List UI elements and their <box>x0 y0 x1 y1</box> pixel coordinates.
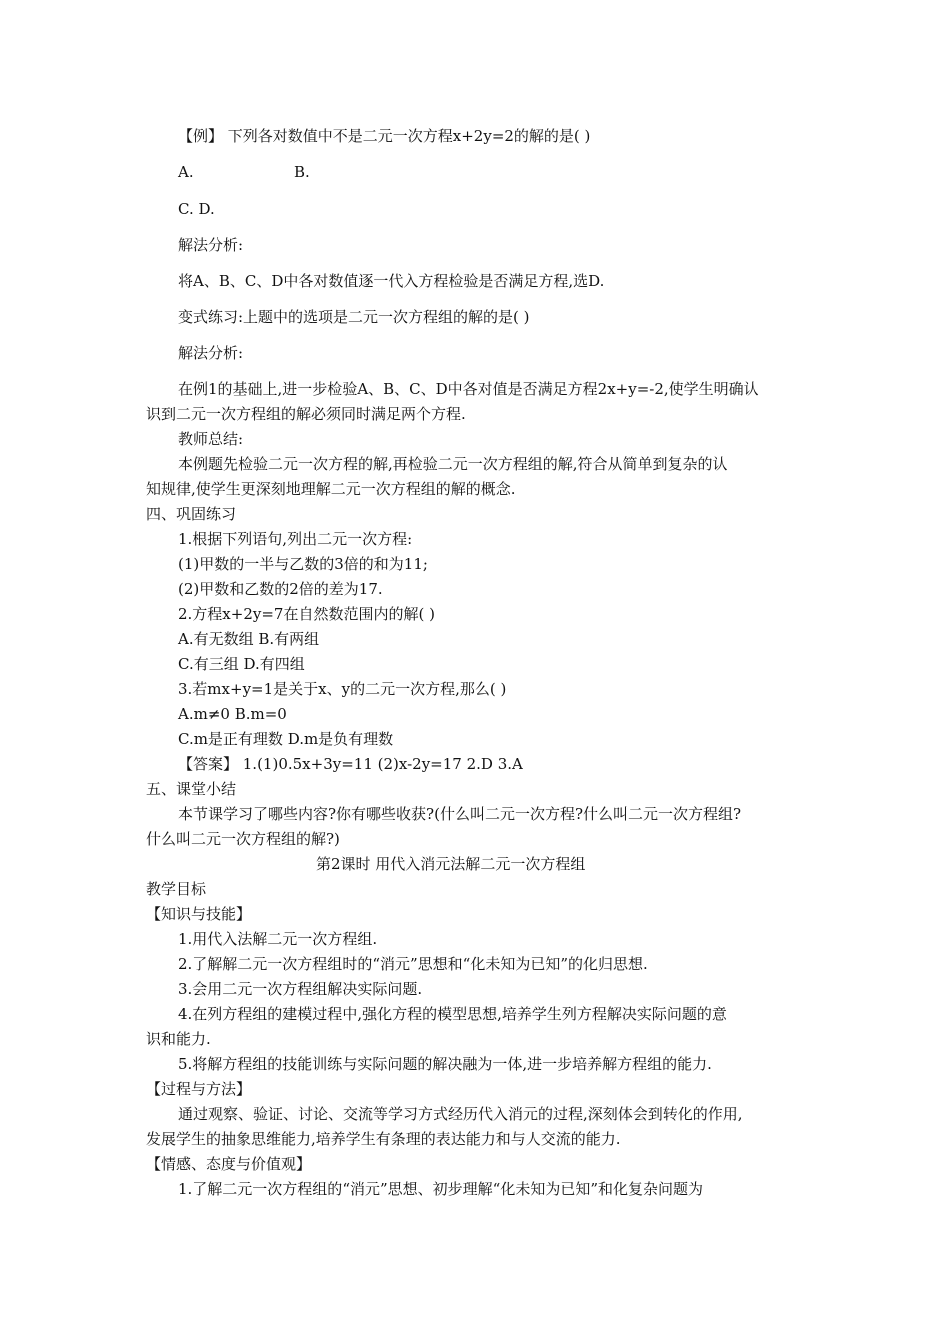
analysis-text: 将A、B、C、D中各对数值逐一代入方程检验是否满足方程,选D. <box>178 272 605 290</box>
goal-item: 3.会用二元一次方程组解决实际问题. <box>178 980 423 998</box>
exercise-options: C.m是正有理数 D.m是负有理数 <box>178 730 394 748</box>
exercise-options: A.m≠0 B.m=0 <box>178 705 287 723</box>
exercise-options: A.有无数组 B.有两组 <box>178 630 320 648</box>
exercise-item: 3.若mx+y=1是关于x、y的二元一次方程,那么( ) <box>178 680 507 698</box>
process-text: 发展学生的抽象思维能力,培养学生有条理的表达能力和与人交流的能力. <box>146 1130 621 1148</box>
analysis-label: 解法分析: <box>178 344 244 362</box>
exercise-options: C.有三组 D.有四组 <box>178 655 305 673</box>
goal-item: 识和能力. <box>146 1030 211 1048</box>
subsection-label: 【情感、态度与价值观】 <box>146 1155 312 1173</box>
goal-item: 4.在列方程组的建模过程中,强化方程的模型思想,培养学生列方程解决实际问题的意 <box>178 1005 727 1023</box>
section-heading: 四、巩固练习 <box>146 505 237 523</box>
analysis-text: 在例1的基础上,进一步检验A、B、C、D中各对值是否满足方程2x+y=-2,使学生明确认 <box>178 380 759 398</box>
teacher-summary-label: 教师总结: <box>178 430 244 448</box>
answer-line: 【答案】 1.(1)0.5x+3y=11 (2)x-2y=17 2.D 3.A <box>178 755 523 773</box>
example-question: 【例】 下列各对数值中不是二元一次方程x+2y=2的解的是( ) <box>178 127 591 145</box>
goal-item: 2.了解解二元一次方程组时的“消元”思想和“化未知为已知”的化归思想. <box>178 955 648 973</box>
summary-text: 本节课学习了哪些内容?你有哪些收获?(什么叫二元一次方程?什么叫二元一次方程组? <box>178 805 742 823</box>
exercise-item: (2)甲数和乙数的2倍的差为17. <box>178 580 383 598</box>
goal-item: 1.了解二元一次方程组的“消元”思想、初步理解“化未知为已知”和化复杂问题为 <box>178 1180 703 1198</box>
goal-item: 5.将解方程组的技能训练与实际问题的解决融为一体,进一步培养解方程组的能力. <box>178 1055 712 1073</box>
variant-exercise: 变式练习:上题中的选项是二元一次方程组的解的是( ) <box>178 308 530 326</box>
subsection-label: 【知识与技能】 <box>146 905 252 923</box>
subsection-label: 【过程与方法】 <box>146 1080 252 1098</box>
exercise-item: 1.根据下列语句,列出二元一次方程: <box>178 530 413 548</box>
summary-text: 什么叫二元一次方程组的解?) <box>146 830 340 848</box>
teacher-summary-text: 知规律,使学生更深刻地理解二元一次方程组的解的概念. <box>146 480 516 498</box>
option-b: B. <box>294 163 310 181</box>
goals-label: 教学目标 <box>146 880 207 898</box>
process-text: 通过观察、验证、讨论、交流等学习方式经历代入消元的过程,深刻体会到转化的作用, <box>178 1105 743 1123</box>
exercise-item: (1)甲数的一半与乙数的3倍的和为11; <box>178 555 428 573</box>
teacher-summary-text: 本例题先检验二元一次方程的解,再检验二元一次方程组的解,符合从简单到复杂的认 <box>178 455 728 473</box>
section-heading: 五、课堂小结 <box>146 780 237 798</box>
option-c-d: C. D. <box>178 200 215 218</box>
analysis-label: 解法分析: <box>178 236 244 254</box>
lesson-title: 第2课时 用代入消元法解二元一次方程组 <box>316 855 586 873</box>
goal-item: 1.用代入法解二元一次方程组. <box>178 930 378 948</box>
analysis-text: 识到二元一次方程组的解必须同时满足两个方程. <box>146 405 466 423</box>
exercise-item: 2.方程x+2y=7在自然数范围内的解( ) <box>178 605 435 623</box>
option-a: A. <box>178 163 194 181</box>
